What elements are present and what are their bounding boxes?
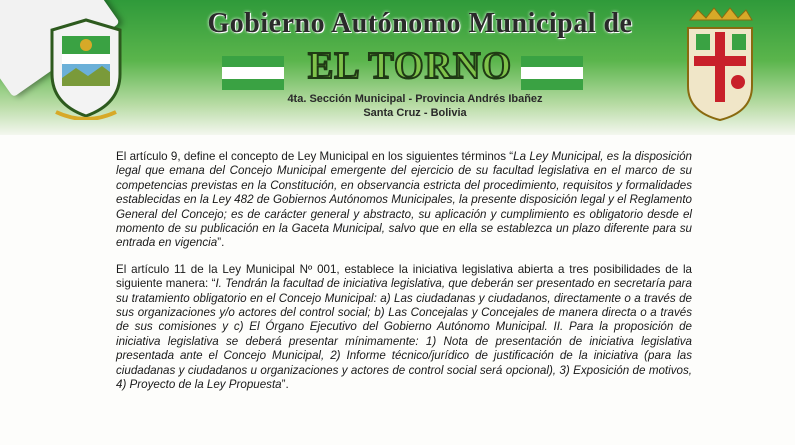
paragraph xyxy=(116,150,692,251)
paragraph xyxy=(116,263,692,393)
bolivia-flag-icon xyxy=(222,56,284,90)
paragraph-intro: El artículo 11 de la Ley Municipal Nº 001, establece la iniciativa legislativa abierta a tres posibilidades de la siguiente manera: “ xyxy=(116,262,692,291)
municipal-seal-icon xyxy=(46,16,126,120)
municipality-name: EL TORNO xyxy=(307,45,513,87)
location-caption: Santa Cruz - Bolivia xyxy=(363,107,467,119)
santa-cruz-flag-icon xyxy=(521,56,583,90)
letterhead xyxy=(0,0,795,135)
coat-of-arms-icon xyxy=(680,6,760,124)
quoted-text: La Ley Municipal, es la disposición legal que emana del Concejo Municipal emergente del ejercicio de su facultad legislativa en el marco de su competencias previstas en la Constitución, en observancia estricta del procedimiento, requisitos y formalidades establecidas en la Ley 482 de Gobiernos Autónomos Municipales, la presente disposición legal y el Reglamento General del Concejo; es de carácter general y abstracto, su aplicación y cumplimiento es obligatorio desde el momento de su publicación en la Gaceta Municipal, salvo que en ella se establezca un plazo diferente para su entrada en vigencia xyxy=(116,150,693,250)
quote-end: ”. xyxy=(281,378,289,392)
paragraph-intro: El artículo 9, define el concepto de Ley Municipal en los siguientes términos “ xyxy=(116,150,514,163)
quoted-text: I. Tendrán la facultad de iniciativa legislativa, que deberán ser presentado en secretaría para su tratamiento obligatorio en el Concejo Municipal: a) Las ciudadanas y ciudadanos, directamente o a través de sus organizaciones y/o actores del control social; b) Las Concejalas y Concejales de manera directa o a través de sus comisiones y c) El Órgano Ejecutivo del Gobierno Autónomo Municipal. II. Para la proposición de iniciativa legislativa se deberá presentar mínimamente: 1) Nota de presentación de iniciativa legislativa presentada ante el Concejo Municipal, 2) Informe técnico/jurídico de justificación de la iniciativa (para las ciudadanas y ciudadanos u organizaciones y actores de control social será opcional), 3) Exposición de motivos, 4) Proyecto de la Ley Propuesta xyxy=(116,277,692,392)
document-body xyxy=(116,150,692,405)
quote-end: ”. xyxy=(217,236,225,250)
page-title: Gobierno Autónomo Municipal de xyxy=(207,8,633,39)
section-caption: 4ta. Sección Municipal - Provincia Andrés Ibañez xyxy=(287,93,543,105)
